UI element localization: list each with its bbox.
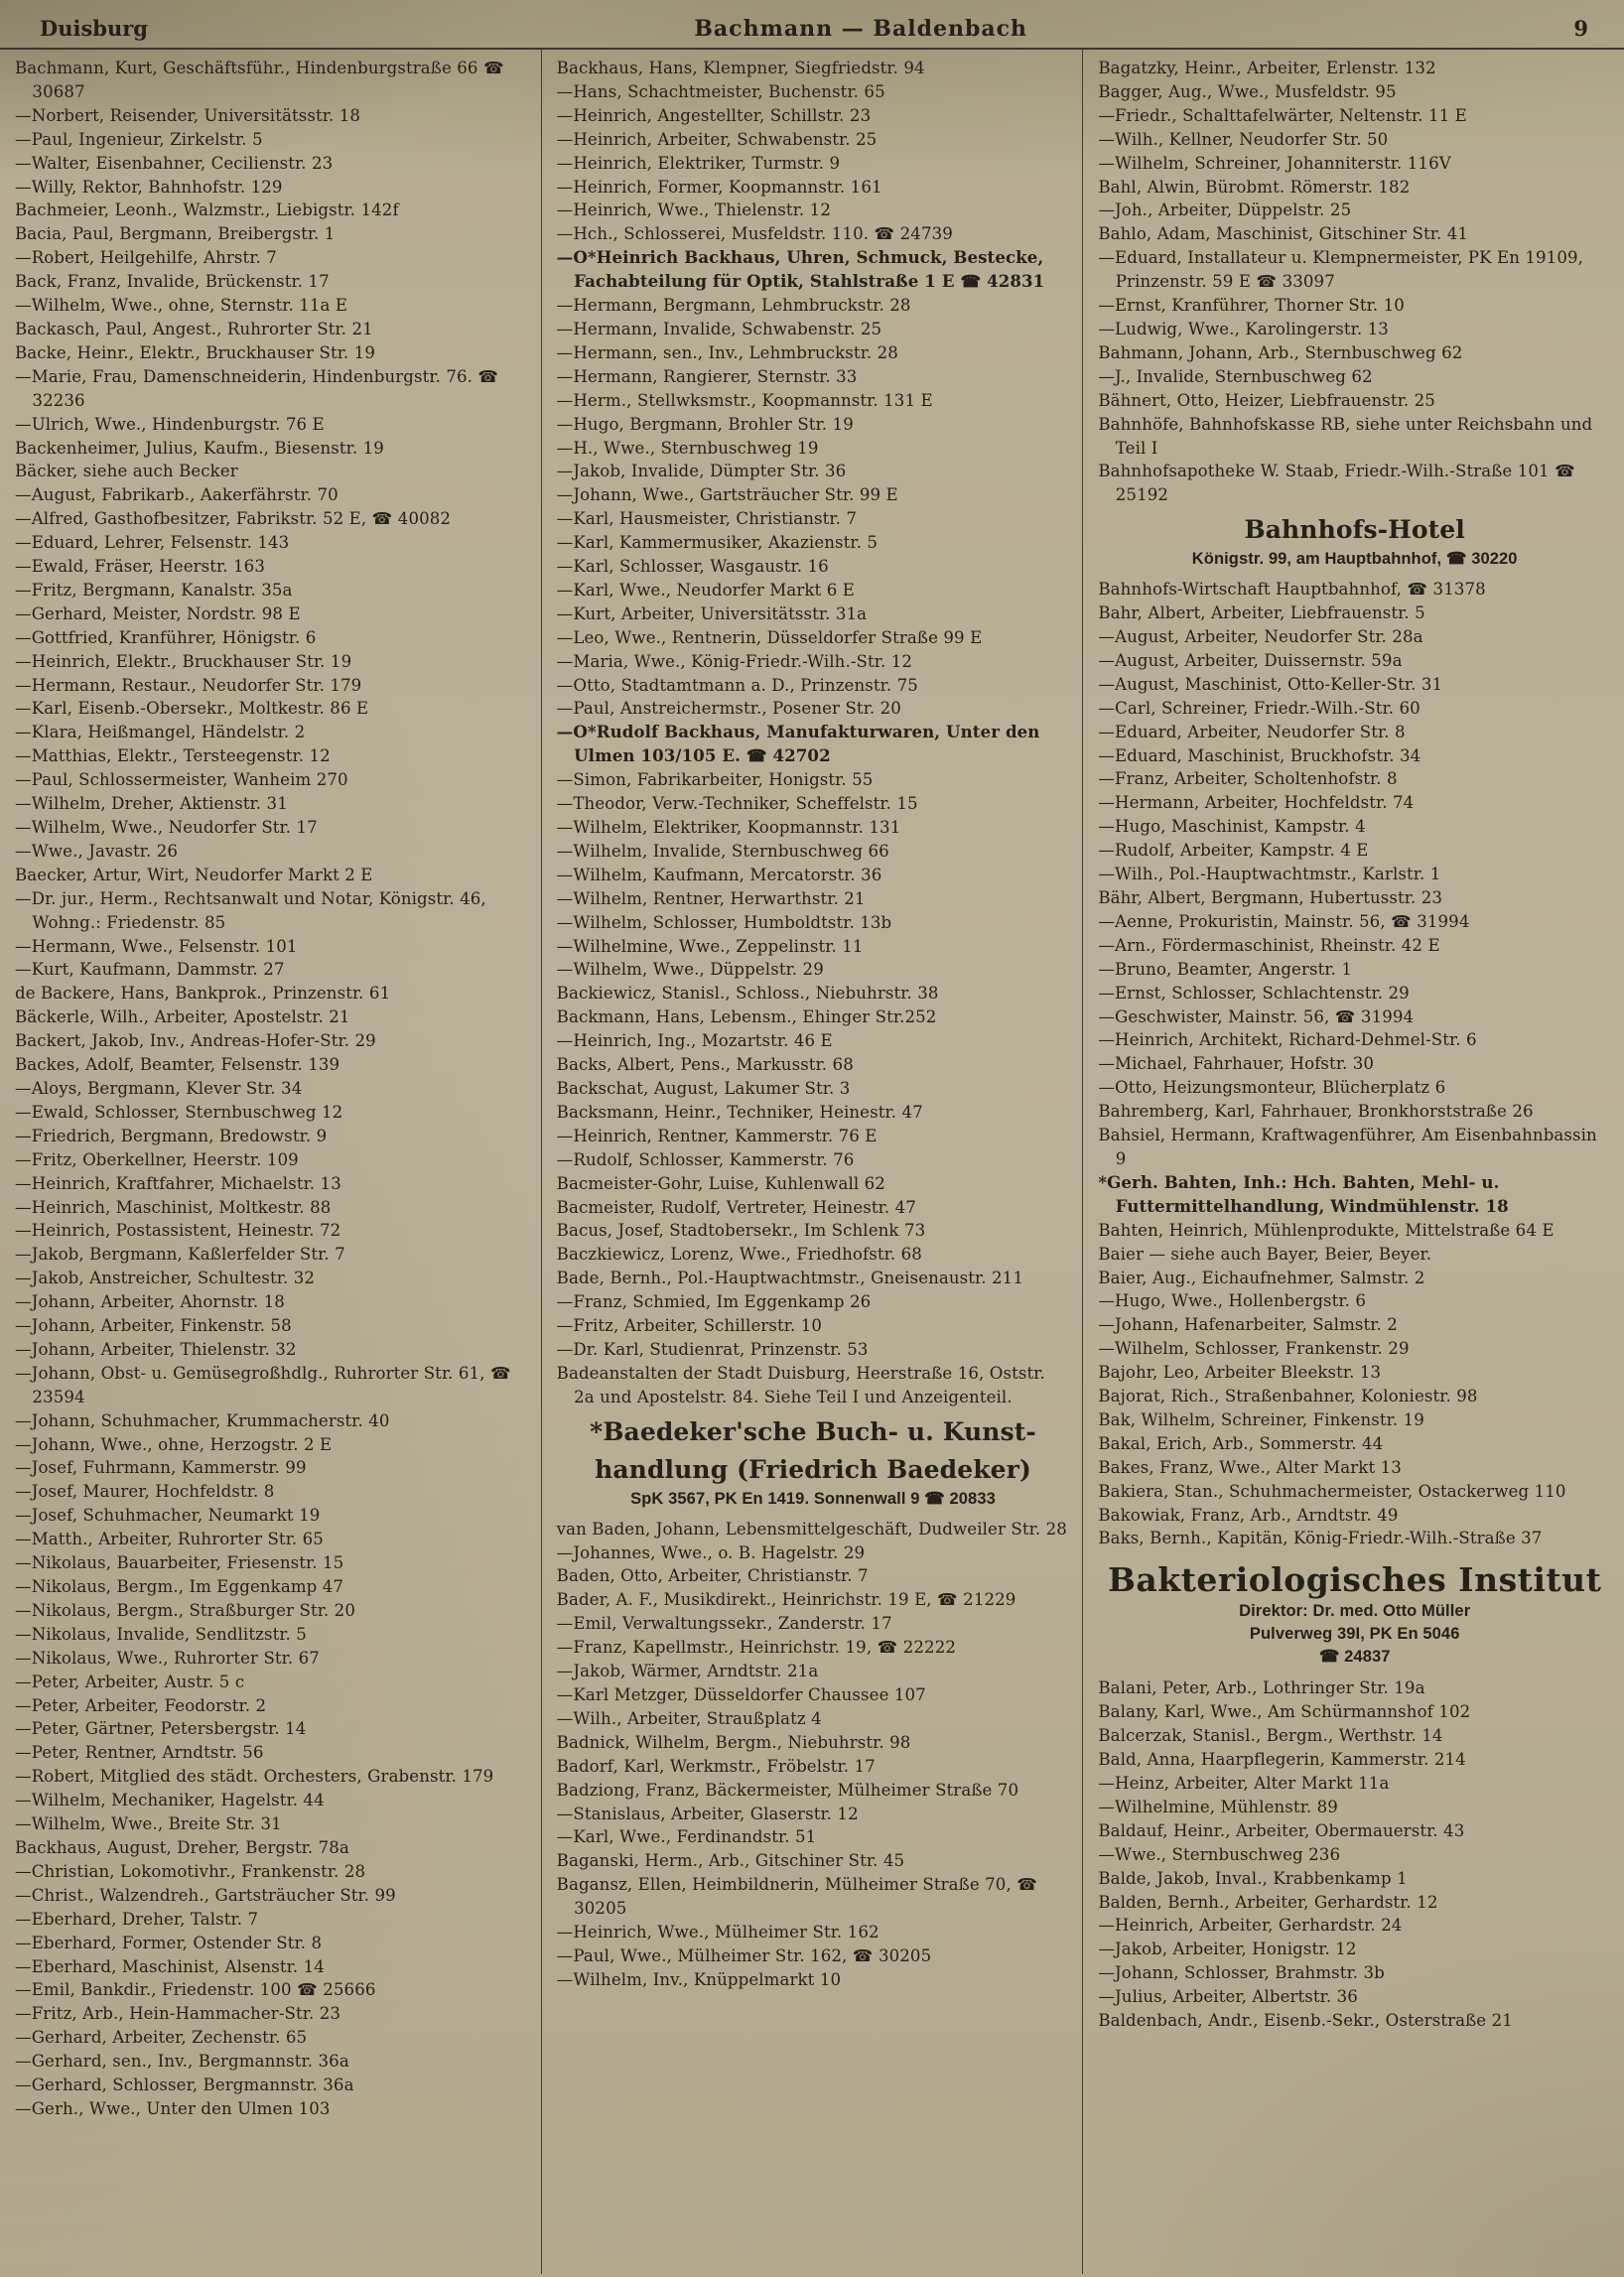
directory-entry: —Heinrich, Elektriker, Turmstr. 9 — [556, 153, 841, 173]
directory-entry: Bakowiak, Franz, Arb., Arndtstr. 49 — [1098, 1505, 1399, 1525]
directory-entry: —Gerhard, Meister, Nordstr. 98 E — [15, 603, 301, 623]
directory-entry: —Johann, Wwe., Gartsträucher Str. 99 E — [556, 485, 898, 505]
directory-entry: —Wilhelm, Schlosser, Frankenstr. 29 — [1098, 1339, 1410, 1359]
directory-heading: Pulverweg 39I, PK En 5046 — [1249, 1625, 1460, 1644]
directory-entry: —Wilhelm, Inv., Knüppelmarkt 10 — [556, 1969, 842, 1989]
directory-entry: Bahl, Alwin, Bürobmt. Römerstr. 182 — [1098, 177, 1411, 197]
directory-entry: —Aenne, Prokuristin, Mainstr. 56, ☎ 31994 — [1098, 911, 1470, 931]
directory-entry: —Otto, Heizungsmonteur, Blücherplatz 6 — [1098, 1078, 1446, 1098]
directory-entry: Backhaus, Hans, Klempner, Siegfriedstr. 94 — [556, 59, 925, 77]
directory-entry: Baier — siehe auch Bayer, Beier, Beyer. — [1098, 1244, 1432, 1264]
directory-entry: Badorf, Karl, Werkmstr., Fröbelstr. 17 — [556, 1756, 876, 1776]
directory-entry: Bahnhofs-Wirtschaft Hauptbahnhof, ☎ 31378 — [1098, 580, 1486, 600]
directory-entry: —Ewald, Schlosser, Sternbuschweg 12 — [15, 1102, 343, 1122]
directory-entry: Bäcker, siehe auch Becker — [15, 462, 238, 481]
directory-entry: —Gerhard, Arbeiter, Zechenstr. 65 — [15, 2028, 308, 2048]
directory-entry: Bachmann, Kurt, Geschäftsführ., Hindenburgstraße 66 ☎ 30687 — [15, 59, 504, 101]
directory-entry: —Klara, Heißmangel, Händelstr. 2 — [15, 723, 306, 742]
directory-entry: —Stanislaus, Arbeiter, Glaserstr. 12 — [556, 1804, 859, 1823]
directory-entry: Baldauf, Heinr., Arbeiter, Obermauerstr. 43 — [1098, 1820, 1465, 1840]
directory-entry: —Jakob, Arbeiter, Honigstr. 12 — [1098, 1940, 1357, 1959]
directory-entry: —Leo, Wwe., Rentnerin, Düsseldorfer Straße 99 E — [556, 627, 983, 647]
directory-entry: —Johannes, Wwe., o. B. Hagelstr. 29 — [556, 1542, 866, 1562]
directory-entry: —Gerh., Wwe., Unter den Ulmen 103 — [15, 2098, 331, 2118]
directory-entry: Balany, Karl, Wwe., Am Schürmannshof 102 — [1098, 1702, 1471, 1722]
directory-entry: —Wilhelm, Wwe., Neudorfer Str. 17 — [15, 818, 318, 837]
directory-heading: Königstr. 99, am Hauptbahnhof, ☎ 30220 — [1191, 550, 1518, 569]
directory-entry: Bagansz, Ellen, Heimbildnerin, Mülheimer Straße 70, ☎ 30205 — [556, 1875, 1037, 1919]
directory-entry: —Karl, Wwe., Ferdinandstr. 51 — [556, 1827, 817, 1847]
directory-entry: —Gottfried, Kranführer, Hönigstr. 6 — [15, 627, 317, 647]
directory-entry: —Matthias, Elektr., Tersteegenstr. 12 — [15, 746, 331, 766]
directory-entry: —Fritz, Arbeiter, Schillerstr. 10 — [556, 1316, 823, 1336]
directory-entry: —Wilhelm, Dreher, Aktienstr. 31 — [15, 794, 288, 814]
directory-entry: —Josef, Schuhmacher, Neumarkt 19 — [15, 1506, 321, 1526]
directory-entry: —O*Heinrich Backhaus, Uhren, Schmuck, Bestecke, Fachabteilung für Optik, Stahlstraße 1 E ☎ 42831 — [556, 247, 1045, 292]
directory-entry: —Fritz, Oberkellner, Heerstr. 109 — [15, 1149, 299, 1169]
directory-entry: —Joh., Arbeiter, Düppelstr. 25 — [1098, 201, 1352, 220]
directory-entry: Bade, Bernh., Pol.-Hauptwachtmstr., Gneisenaustr. 211 — [556, 1269, 1023, 1288]
directory-entry: Baden, Otto, Arbeiter, Christianstr. 7 — [556, 1566, 869, 1586]
directory-entry: —Franz, Kapellmstr., Heinrichstr. 19, ☎ 22222 — [556, 1638, 957, 1658]
directory-entry: —Ulrich, Wwe., Hindenburgstr. 76 E — [15, 414, 325, 434]
directory-entry: Bachmeier, Leonh., Walzmstr., Liebigstr. 142f — [15, 201, 399, 220]
directory-entry: —Hugo, Bergmann, Brohler Str. 19 — [556, 414, 854, 434]
directory-entry: —Wilh., Pol.-Hauptwachtmstr., Karlstr. 1 — [1098, 865, 1441, 884]
directory-entry: —Wilhelm, Wwe., Düppelstr. 29 — [556, 960, 824, 980]
directory-entry: —Carl, Schreiner, Friedr.-Wilh.-Str. 60 — [1098, 698, 1421, 718]
directory-entry: —Paul, Wwe., Mülheimer Str. 162, ☎ 30205 — [556, 1945, 932, 1965]
directory-entry: —Maria, Wwe., König-Friedr.-Wilh.-Str. 12 — [556, 651, 913, 671]
directory-entry: van Baden, Johann, Lebensmittelgeschäft, Dudweiler Str. 28 — [556, 1519, 1067, 1539]
directory-entry: —Hermann, Restaur., Neudorfer Str. 179 — [15, 675, 362, 695]
directory-entry: —Marie, Frau, Damenschneiderin, Hindenburgstr. 76. ☎ 32236 — [15, 366, 499, 410]
directory-entry: Bähnert, Otto, Heizer, Liebfrauenstr. 25 — [1098, 390, 1435, 410]
directory-entry: —Wilhelm, Kaufmann, Mercatorstr. 36 — [556, 865, 882, 884]
directory-entry: —Heinrich, Wwe., Thielenstr. 12 — [556, 201, 831, 220]
directory-entry: —Heinrich, Arbeiter, Schwabenstr. 25 — [556, 129, 878, 149]
directory-entry: —Peter, Rentner, Arndtstr. 56 — [15, 1743, 264, 1763]
directory-entry: —Karl, Wwe., Neudorfer Markt 6 E — [556, 580, 855, 600]
directory-entry: Backsmann, Heinr., Techniker, Heinestr. 47 — [556, 1102, 923, 1122]
directory-entry: Bagatzky, Heinr., Arbeiter, Erlenstr. 132 — [1098, 59, 1436, 77]
directory-entry: —Wilhelm, Wwe., Breite Str. 31 — [15, 1814, 282, 1834]
directory-entry: —Hermann, Arbeiter, Hochfeldstr. 74 — [1098, 793, 1415, 813]
directory-entry: —Eduard, Lehrer, Felsenstr. 143 — [15, 533, 290, 553]
directory-entry: —Wilhelmine, Mühlenstr. 89 — [1098, 1797, 1338, 1816]
directory-entry: —Eberhard, Maschinist, Alsenstr. 14 — [15, 1956, 325, 1976]
directory-entry: —Hermann, Wwe., Felsenstr. 101 — [15, 936, 298, 956]
directory-entry: —Johann, Arbeiter, Thielenstr. 32 — [15, 1339, 297, 1359]
directory-entry: —Paul, Ingenieur, Zirkelstr. 5 — [15, 129, 263, 149]
directory-entry: —Ernst, Kranführer, Thorner Str. 10 — [1098, 296, 1405, 316]
header-name-range: Bachmann — Baldenbach — [694, 16, 1028, 42]
directory-entry: —Wilhelm, Rentner, Herwarthstr. 21 — [556, 888, 866, 908]
directory-entry: —Wilhelm, Mechaniker, Hagelstr. 44 — [15, 1791, 325, 1810]
directory-entry: —Wilh., Arbeiter, Straußplatz 4 — [556, 1708, 822, 1728]
directory-entry: Backe, Heinr., Elektr., Bruckhauser Str. 19 — [15, 342, 375, 362]
directory-entry: Backasch, Paul, Angest., Ruhrorter Str. 21 — [15, 319, 373, 338]
directory-entry: —Johann, Schlosser, Brahmstr. 3b — [1098, 1963, 1385, 1983]
directory-entry: —Karl, Eisenb.-Obersekr., Moltkestr. 86 E — [15, 699, 369, 719]
directory-entry: —Christian, Lokomotivhr., Frankenstr. 28 — [15, 1861, 366, 1881]
directory-entry: —Peter, Arbeiter, Feodorstr. 2 — [15, 1695, 267, 1715]
directory-entry: —Willy, Rektor, Bahnhofstr. 129 — [15, 177, 283, 197]
directory-entry: —Heinrich, Former, Koopmannstr. 161 — [556, 177, 882, 197]
directory-entry: —Hermann, sen., Inv., Lehmbruckstr. 28 — [556, 342, 898, 362]
directory-entry: Bahr, Albert, Arbeiter, Liebfrauenstr. 5 — [1098, 603, 1425, 623]
directory-entry: Baczkiewicz, Lorenz, Wwe., Friedhofstr. 68 — [556, 1245, 922, 1265]
directory-entry: —Hermann, Bergmann, Lehmbruckstr. 28 — [556, 296, 911, 316]
directory-entry: —Julius, Arbeiter, Albertstr. 36 — [1098, 1987, 1358, 2007]
directory-entry: —Eberhard, Former, Ostender Str. 8 — [15, 1933, 323, 1952]
directory-entry: —Wilhelm, Elektriker, Koopmannstr. 131 — [556, 818, 901, 837]
directory-entry: Balden, Bernh., Arbeiter, Gerhardstr. 12 — [1098, 1892, 1438, 1912]
directory-entry: Baier, Aug., Eichaufnehmer, Salmstr. 2 — [1098, 1268, 1425, 1287]
directory-entry: —Gerhard, Schlosser, Bergmannstr. 36a — [15, 2076, 354, 2095]
directory-entry: —Wilhelm, Invalide, Sternbuschweg 66 — [556, 841, 889, 861]
directory-entry: Bajohr, Leo, Arbeiter Bleekstr. 13 — [1098, 1363, 1382, 1383]
directory-heading: Direktor: Dr. med. Otto Müller — [1239, 1602, 1471, 1621]
directory-entry: Bakiera, Stan., Schuhmachermeister, Ostackerweg 110 — [1098, 1481, 1566, 1501]
directory-entry: —Arn., Fördermaschinist, Rheinstr. 42 E — [1098, 935, 1440, 955]
directory-entry: Back, Franz, Invalide, Brückenstr. 17 — [15, 272, 330, 292]
directory-entry: —Johann, Arbeiter, Ahornstr. 18 — [15, 1292, 285, 1312]
directory-entry: —Emil, Verwaltungssekr., Zanderstr. 17 — [556, 1614, 892, 1634]
directory-entry: —Wilh., Kellner, Neudorfer Str. 50 — [1098, 129, 1389, 149]
directory-entry: Backes, Adolf, Beamter, Felsenstr. 139 — [15, 1055, 340, 1075]
directory-entry: —Karl, Kammermusiker, Akazienstr. 5 — [556, 533, 879, 553]
directory-entry: —Heinrich, Elektr., Bruckhauser Str. 19 — [15, 651, 352, 671]
directory-entry: —Wilhelm, Schlosser, Humboldtstr. 13b — [556, 912, 892, 932]
directory-entry: —Peter, Gärtner, Petersbergstr. 14 — [15, 1719, 307, 1739]
directory-entry: Bakal, Erich, Arb., Sommerstr. 44 — [1098, 1433, 1384, 1453]
directory-entry: Bahnhöfe, Bahnhofskasse RB, siehe unter Reichsbahn und Teil I — [1098, 414, 1593, 458]
directory-entry: —Johann, Schuhmacher, Krummacherstr. 40 — [15, 1410, 390, 1430]
directory-entry: —Fritz, Bergmann, Kanalstr. 35a — [15, 580, 293, 600]
directory-entry: Balcerzak, Stanisl., Bergm., Werthstr. 14 — [1098, 1726, 1443, 1746]
directory-entry: Backenheimer, Julius, Kaufm., Biesenstr. 19 — [15, 438, 384, 458]
directory-entry: Badziong, Franz, Bäckermeister, Mülheimer Straße 70 — [556, 1780, 1019, 1800]
directory-entry: —Franz, Schmied, Im Eggenkamp 26 — [556, 1292, 872, 1312]
directory-entry: —J., Invalide, Sternbuschweg 62 — [1098, 366, 1373, 386]
directory-heading: Bakteriologisches Institut — [1107, 1560, 1602, 1600]
directory-entry: —Wwe., Javastr. 26 — [15, 841, 179, 861]
directory-entry: —Karl Metzger, Düsseldorfer Chaussee 107 — [556, 1685, 926, 1704]
directory-entry: Backschat, August, Lakumer Str. 3 — [556, 1078, 851, 1098]
directory-entry: —Eberhard, Dreher, Talstr. 7 — [15, 1909, 259, 1929]
directory-entry: —Johann, Obst- u. Gemüsegroßhdlg., Ruhrorter Str. 61, ☎ 23594 — [15, 1363, 511, 1406]
directory-entry: —Dr. Karl, Studienrat, Prinzenstr. 53 — [556, 1339, 869, 1359]
directory-entry: —Heinrich, Angestellter, Schillstr. 23 — [556, 105, 872, 125]
directory-entry: —Gerhard, sen., Inv., Bergmannstr. 36a — [15, 2052, 349, 2072]
directory-entry: —Emil, Bankdir., Friedenstr. 100 ☎ 25666 — [15, 1980, 376, 2000]
directory-entry: —August, Fabrikarb., Aakerfährstr. 70 — [15, 485, 338, 505]
directory-entry: —Simon, Fabrikarbeiter, Honigstr. 55 — [556, 770, 874, 790]
directory-entry: —Hermann, Rangierer, Sternstr. 33 — [556, 366, 858, 386]
directory-entry: Bacia, Paul, Bergmann, Breibergstr. 1 — [15, 224, 336, 244]
directory-entry: Badeanstalten der Stadt Duisburg, Heerstraße 16, Oststr. 2a und Apostelstr. 84. Siehe Teil I und Anzeigenteil. — [556, 1363, 1045, 1406]
directory-heading: SpK 3567, PK En 1419. Sonnenwall 9 ☎ 20833 — [630, 1489, 996, 1508]
directory-entry: Bahten, Heinrich, Mühlenprodukte, Mittelstraße 64 E — [1098, 1220, 1555, 1240]
directory-entry: —Wilhelmine, Wwe., Zeppelinstr. 11 — [556, 936, 864, 956]
directory-entry: Balde, Jakob, Inval., Krabbenkamp 1 — [1098, 1868, 1408, 1888]
directory-entry: —Robert, Heilgehilfe, Ahrstr. 7 — [15, 248, 277, 268]
directory-entry: —Friedrich, Bergmann, Bredowstr. 9 — [15, 1126, 328, 1145]
directory-column — [541, 50, 1083, 2274]
directory-entry: Bahnhofsapotheke W. Staab, Friedr.-Wilh.-Straße 101 ☎ 25192 — [1098, 462, 1575, 505]
directory-entry: de Backere, Hans, Bankprok., Prinzenstr. 61 — [15, 984, 391, 1004]
directory-entry: —Herm., Stellwksmstr., Koopmannstr. 131 E — [556, 390, 933, 410]
directory-entry: —Hugo, Maschinist, Kampstr. 4 — [1098, 817, 1366, 837]
directory-column — [0, 50, 541, 2274]
directory-entry: —Karl, Schlosser, Wasgaustr. 16 — [556, 557, 829, 577]
directory-entry: Backhaus, August, Dreher, Bergstr. 78a — [15, 1837, 349, 1857]
directory-entry: Bajorat, Rich., Straßenbahner, Koloniestr. 98 — [1098, 1387, 1478, 1406]
directory-entry: Bähr, Albert, Bergmann, Hubertusstr. 23 — [1098, 888, 1443, 907]
directory-entry: Backert, Jakob, Inv., Andreas-Hofer-Str. 29 — [15, 1031, 376, 1051]
directory-entry: —Jakob, Invalide, Dümpter Str. 36 — [556, 462, 847, 481]
directory-entry: —Geschwister, Mainstr. 56, ☎ 31994 — [1098, 1006, 1415, 1026]
directory-entry: —Heinrich, Maschinist, Moltkestr. 88 — [15, 1197, 332, 1217]
directory-entry: —Wilhelm, Schreiner, Johanniterstr. 116V — [1098, 153, 1451, 173]
directory-entry: —Heinz, Arbeiter, Alter Markt 11a — [1098, 1774, 1390, 1793]
directory-entry: Bahmann, Johann, Arb., Sternbuschweg 62 — [1098, 342, 1463, 362]
directory-entry: —Paul, Anstreichermstr., Posener Str. 20 — [556, 699, 901, 719]
directory-entry: —Hermann, Invalide, Schwabenstr. 25 — [556, 319, 882, 338]
directory-entry: —Walter, Eisenbahner, Cecilienstr. 23 — [15, 153, 334, 173]
directory-entry: Backs, Albert, Pens., Markusstr. 68 — [556, 1055, 854, 1075]
directory-columns — [0, 50, 1624, 2274]
directory-entry: Bacmeister, Rudolf, Vertreter, Heinestr. 47 — [556, 1197, 916, 1217]
directory-entry: —Michael, Fahrhauer, Hofstr. 30 — [1098, 1054, 1375, 1074]
directory-entry: Bahremberg, Karl, Fahrhauer, Bronkhorststraße 26 — [1098, 1102, 1534, 1122]
directory-entry: —Jakob, Wärmer, Arndtstr. 21a — [556, 1662, 819, 1681]
directory-entry: Balani, Peter, Arb., Lothringer Str. 19a — [1098, 1678, 1425, 1698]
directory-entry: —Eduard, Arbeiter, Neudorfer Str. 8 — [1098, 722, 1406, 741]
directory-entry: —Heinrich, Rentner, Kammerstr. 76 E — [556, 1126, 878, 1145]
directory-entry: Badnick, Wilhelm, Bergm., Niebuhrstr. 98 — [556, 1732, 911, 1752]
directory-entry: —August, Arbeiter, Duissernstr. 59a — [1098, 650, 1403, 670]
directory-entry: —Paul, Schlossermeister, Wanheim 270 — [15, 770, 348, 790]
directory-entry: —Heinrich, Arbeiter, Gerhardstr. 24 — [1098, 1916, 1403, 1936]
directory-entry: —Theodor, Verw.-Techniker, Scheffelstr. 15 — [556, 794, 918, 814]
directory-entry: *Gerh. Bahten, Inh.: Hch. Bahten, Mehl- u. Futtermittelhandlung, Windmühlenstr. 18 — [1098, 1171, 1509, 1216]
directory-entry: —Nikolaus, Bergm., Straßburger Str. 20 — [15, 1600, 355, 1620]
directory-entry: —Nikolaus, Bauarbeiter, Friesenstr. 15 — [15, 1553, 344, 1573]
directory-entry: —Eduard, Installateur u. Klempnermeister, PK En 19109, Prinzenstr. 59 E ☎ 33097 — [1098, 248, 1584, 292]
directory-entry: Bald, Anna, Haarpflegerin, Kammerstr. 214 — [1098, 1750, 1466, 1770]
directory-entry: Bak, Wilhelm, Schreiner, Finkenstr. 19 — [1098, 1409, 1424, 1429]
directory-entry: —H., Wwe., Sternbuschweg 19 — [556, 438, 819, 458]
directory-entry: —Christ., Walzendreh., Gartsträucher Str. 99 — [15, 1885, 396, 1905]
directory-entry: —Hugo, Wwe., Hollenbergstr. 6 — [1098, 1291, 1367, 1311]
directory-heading: Bahnhofs-Hotel — [1244, 515, 1465, 545]
directory-entry: —August, Arbeiter, Neudorfer Str. 28a — [1098, 627, 1423, 647]
directory-entry: —Hans, Schachtmeister, Buchenstr. 65 — [556, 81, 885, 101]
directory-entry: —Wilhelm, Wwe., ohne, Sternstr. 11a E — [15, 296, 348, 316]
directory-entry: Baks, Bernh., Kapitän, König-Friedr.-Wilh.-Straße 37 — [1098, 1529, 1543, 1548]
directory-entry: Backiewicz, Stanisl., Schloss., Niebuhrstr. 38 — [556, 984, 939, 1004]
directory-entry: —Ewald, Fräser, Heerstr. 163 — [15, 557, 265, 577]
directory-entry: —Josef, Maurer, Hochfeldstr. 8 — [15, 1482, 275, 1502]
page-number: 9 — [1573, 16, 1588, 41]
directory-entry: —Friedr., Schalttafelwärter, Neltenstr. 11 E — [1098, 105, 1467, 125]
directory-entry: Bader, A. F., Musikdirekt., Heinrichstr. 19 E, ☎ 21229 — [556, 1590, 1016, 1610]
directory-entry: Bagger, Aug., Wwe., Musfeldstr. 95 — [1098, 81, 1397, 101]
directory-entry: —Aloys, Bergmann, Klever Str. 34 — [15, 1078, 303, 1098]
directory-entry: —Robert, Mitglied des städt. Orchesters, Grabenstr. 179 — [15, 1767, 494, 1787]
directory-entry: —Hch., Schlosserei, Musfeldstr. 110. ☎ 24739 — [556, 224, 953, 244]
directory-entry: —Dr. jur., Herm., Rechtsanwalt und Notar, Königstr. 46, Wohng.: Friedenstr. 85 — [15, 888, 486, 932]
directory-entry: —Otto, Stadtamtmann a. D., Prinzenstr. 75 — [556, 675, 918, 695]
directory-entry: —O*Rudolf Backhaus, Manufakturwaren, Unter den Ulmen 103/105 E. ☎ 42702 — [556, 722, 1040, 766]
directory-entry: Backmann, Hans, Lebensm., Ehinger Str.252 — [556, 1007, 937, 1027]
directory-entry: —Johann, Hafenarbeiter, Salmstr. 2 — [1098, 1315, 1398, 1335]
directory-entry: Bahsiel, Hermann, Kraftwagenführer, Am Eisenbahnbassin 9 — [1098, 1126, 1597, 1168]
directory-entry: —Rudolf, Arbeiter, Kampstr. 4 E — [1098, 841, 1369, 861]
directory-entry: —Ernst, Schlosser, Schlachtenstr. 29 — [1098, 983, 1410, 1003]
directory-entry: —Nikolaus, Bergm., Im Eggenkamp 47 — [15, 1577, 344, 1596]
directory-entry: Bacus, Josef, Stadtobersekr., Im Schlenk 73 — [556, 1221, 926, 1241]
directory-column — [1082, 50, 1624, 2274]
directory-entry: Baecker, Artur, Wirt, Neudorfer Markt 2 E — [15, 865, 373, 884]
directory-entry: —Kurt, Arbeiter, Universitätsstr. 31a — [556, 603, 868, 623]
directory-entry: —Fritz, Arb., Hein-Hammacher-Str. 23 — [15, 2004, 341, 2024]
directory-entry: —Rudolf, Schlosser, Kammerstr. 76 — [556, 1149, 855, 1169]
directory-heading: *Baedeker'sche Buch- u. Kunst- — [590, 1416, 1036, 1446]
directory-entry: —Bruno, Beamter, Angerstr. 1 — [1098, 959, 1353, 979]
directory-entry: —Josef, Fuhrmann, Kammerstr. 99 — [15, 1458, 307, 1478]
directory-entry: Baganski, Herm., Arb., Gitschiner Str. 45 — [556, 1851, 905, 1871]
directory-entry: —Heinrich, Ing., Mozartstr. 46 E — [556, 1031, 833, 1051]
directory-entry: Bacmeister-Gohr, Luise, Kuhlenwall 62 — [556, 1173, 885, 1193]
page-header — [0, 0, 1624, 50]
directory-heading: handlung (Friedrich Baedeker) — [595, 1454, 1031, 1484]
directory-entry: —Peter, Arbeiter, Austr. 5 c — [15, 1672, 245, 1691]
directory-entry: —Jakob, Anstreicher, Schultestr. 32 — [15, 1269, 316, 1288]
directory-entry: —Heinrich, Architekt, Richard-Dehmel-Str. 6 — [1098, 1030, 1477, 1050]
directory-entry: —Johann, Arbeiter, Finkenstr. 58 — [15, 1316, 292, 1336]
directory-entry: Bahlo, Adam, Maschinist, Gitschiner Str. 41 — [1098, 224, 1469, 244]
directory-entry: —Franz, Arbeiter, Scholtenhofstr. 8 — [1098, 769, 1398, 789]
directory-entry: —Heinrich, Wwe., Mülheimer Str. 162 — [556, 1923, 880, 1942]
directory-entry: —Karl, Hausmeister, Christianstr. 7 — [556, 509, 858, 529]
directory-entry: —Heinrich, Kraftfahrer, Michaelstr. 13 — [15, 1173, 341, 1193]
directory-entry: —Nikolaus, Invalide, Sendlitzstr. 5 — [15, 1624, 307, 1644]
directory-entry: —Alfred, Gasthofbesitzer, Fabrikstr. 52 E, ☎ 40082 — [15, 509, 452, 529]
header-place: Duisburg — [40, 16, 148, 41]
directory-entry: —Jakob, Bergmann, Kaßlerfelder Str. 7 — [15, 1245, 345, 1265]
directory-entry: —Heinrich, Postassistent, Heinestr. 72 — [15, 1221, 341, 1241]
directory-entry: —Matth., Arbeiter, Ruhrorter Str. 65 — [15, 1530, 324, 1549]
directory-entry: Bakes, Franz, Wwe., Alter Markt 13 — [1098, 1457, 1402, 1477]
directory-entry: —Nikolaus, Wwe., Ruhrorter Str. 67 — [15, 1648, 320, 1668]
directory-entry: —Wwe., Sternbuschweg 236 — [1098, 1844, 1341, 1864]
directory-entry: —Norbert, Reisender, Universitätsstr. 18 — [15, 105, 361, 125]
directory-heading: ☎ 24837 — [1318, 1648, 1391, 1667]
directory-entry: —Johann, Wwe., ohne, Herzogstr. 2 E — [15, 1434, 333, 1454]
directory-entry: —Kurt, Kaufmann, Dammstr. 27 — [15, 960, 285, 980]
directory-entry: Bäckerle, Wilh., Arbeiter, Apostelstr. 21 — [15, 1007, 350, 1027]
directory-entry: —Ludwig, Wwe., Karolingerstr. 13 — [1098, 319, 1389, 338]
directory-entry: Baldenbach, Andr., Eisenb.-Sekr., Osterstraße 21 — [1098, 2011, 1513, 2031]
directory-entry: —August, Maschinist, Otto-Keller-Str. 31 — [1098, 674, 1443, 694]
directory-entry: —Eduard, Maschinist, Bruckhofstr. 34 — [1098, 745, 1421, 765]
